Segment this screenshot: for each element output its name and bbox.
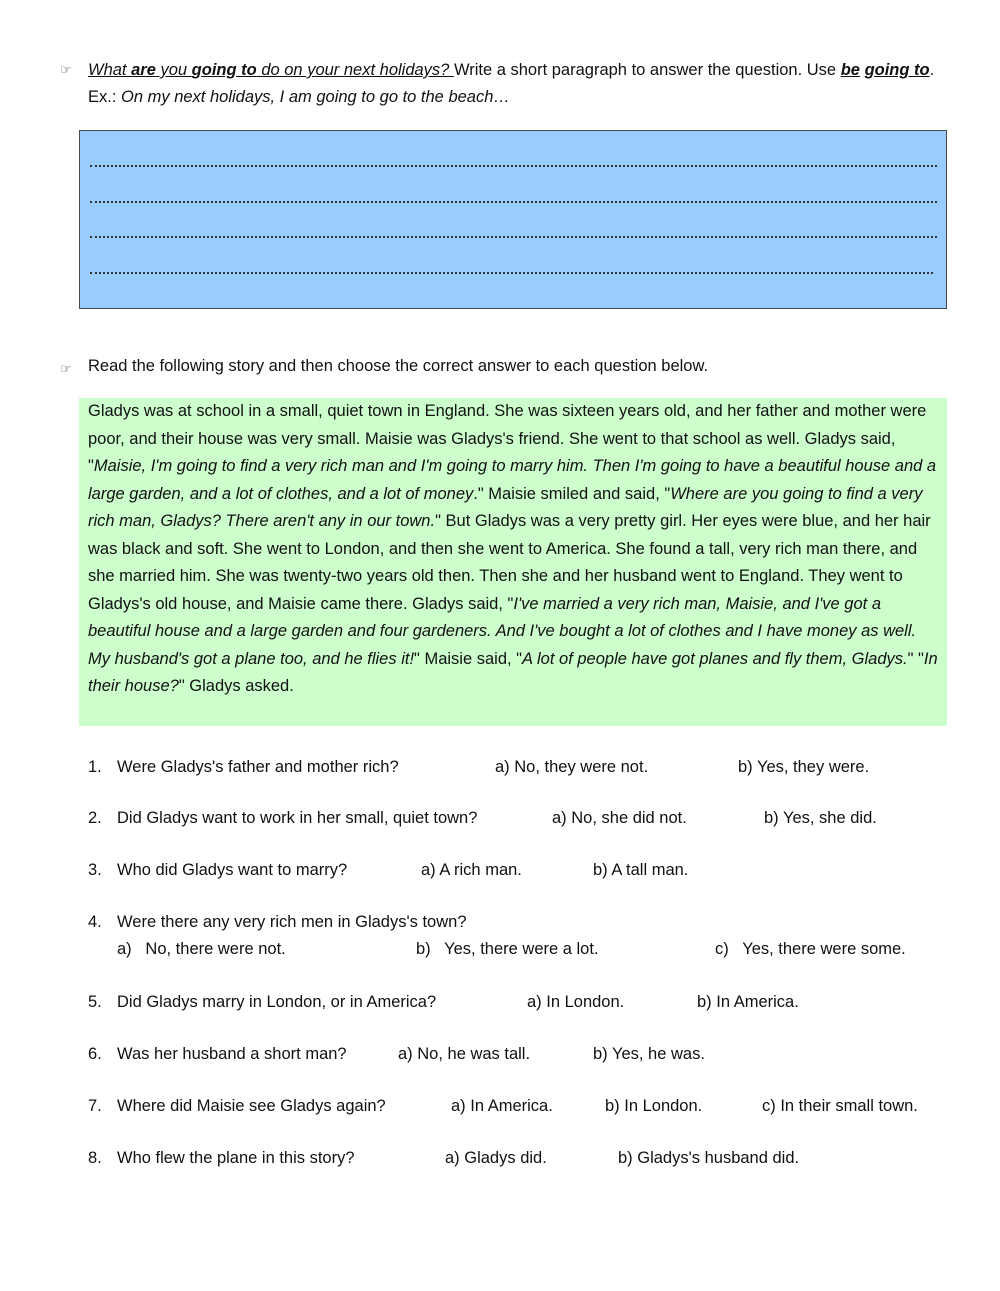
answer-option-b[interactable]: b) Yes, she did. <box>764 809 877 827</box>
task1-question: What are you going to do on your next holidays? <box>88 61 454 79</box>
going-to-keyword: going to <box>864 61 930 79</box>
answer-option-a[interactable]: a) In America. <box>451 1097 553 1115</box>
answer-option-b[interactable]: b) Gladys's husband did. <box>618 1149 800 1167</box>
answer-option-a[interactable]: a) No, he was tall. <box>398 1045 531 1063</box>
question-number: 6. <box>88 1045 102 1063</box>
task1-example: On my next holidays, I am going to go to the beach… <box>121 88 510 106</box>
pointing-hand-icon: ☞ <box>60 62 72 77</box>
answer-option-c[interactable]: c) In their small town. <box>762 1097 918 1115</box>
story-text: Gladys was at school in a small, quiet town in England. She was sixteen years old, and her father and mother were poor, and their house was very small. Maisie was Gladys's friend. She went to that school as well. Gladys said, "Maisie, I'm going to find a very rich man and I'm going to marry him. Then I'm going to have a beautiful house and a large garden, and a lot of clothes, and a lot of money." Maisie smiled and said, "Where are you going to find a very rich man, Gladys? There aren't any in our town." But Gladys was a very pretty girl. Her eyes were blue, and her hair was black and soft. She went to London, and then she went to America. She found a tall, very rich man there, and she married him. She was twenty-two years old then. Then she and her husband went to England. They went to Gladys's old house, and Maisie came there. Gladys said, "I've married a very rich man, Maisie, and I've got a beautiful house and a large garden and four gardeners. And I've bought a lot of clothes and I have money as well. My husband's got a plane too, and he flies it!" Maisie said, "A lot of people have got planes and fly them, Gladys." "In their house?" Gladys asked. <box>79 398 947 726</box>
writing-line <box>90 201 937 203</box>
question-number: 3. <box>88 861 102 879</box>
be-keyword: be <box>840 61 860 79</box>
answer-option-b[interactable]: b) In America. <box>697 993 799 1011</box>
question-text: Was her husband a short man? <box>117 1045 347 1063</box>
answer-option-a[interactable]: a) A rich man. <box>421 861 522 879</box>
answer-option-b[interactable]: b) A tall man. <box>593 861 689 879</box>
answer-writing-box[interactable] <box>79 130 947 309</box>
question-number: 8. <box>88 1149 102 1167</box>
writing-line <box>90 272 933 274</box>
question-number: 1. <box>88 758 102 776</box>
task2-instruction: Read the following story and then choose the correct answer to each question below. <box>88 357 709 375</box>
question-text: Did Gladys want to work in her small, quiet town? <box>117 809 478 827</box>
question-text: Were there any very rich men in Gladys's town? <box>117 913 467 931</box>
question-text: Were Gladys's father and mother rich? <box>117 758 399 776</box>
task1-instruction: What are you going to do on your next holidays? Write a short paragraph to answer the question. Use be going to. Ex.: On my next holidays, I am going to go to the beach… <box>88 61 935 106</box>
question-text: Who flew the plane in this story? <box>117 1149 355 1167</box>
answer-option-a[interactable]: a) No, they were not. <box>495 758 649 776</box>
question-number: 7. <box>88 1097 102 1115</box>
question-text: Who did Gladys want to marry? <box>117 861 348 879</box>
question-number: 4. <box>88 913 102 931</box>
question-text: Where did Maisie see Gladys again? <box>117 1097 386 1115</box>
question-text: Did Gladys marry in London, or in America? <box>117 993 437 1011</box>
answer-option-a[interactable]: a) In London. <box>527 993 625 1011</box>
answer-option-b[interactable]: b) In London. <box>605 1097 703 1115</box>
writing-line <box>90 165 937 167</box>
writing-line <box>90 236 937 238</box>
answer-option-b[interactable]: b) Yes, there were a lot. <box>416 940 599 958</box>
answer-option-a[interactable]: a) No, she did not. <box>552 809 687 827</box>
answer-option-b[interactable]: b) Yes, he was. <box>593 1045 705 1063</box>
question-number: 5. <box>88 993 102 1011</box>
answer-option-b[interactable]: b) Yes, they were. <box>738 758 870 776</box>
answer-option-c[interactable]: c) Yes, there were some. <box>715 940 906 958</box>
question-number: 2. <box>88 809 102 827</box>
pointing-hand-icon: ☞ <box>60 361 72 376</box>
answer-option-a[interactable]: a) No, there were not. <box>117 940 286 958</box>
answer-option-a[interactable]: a) Gladys did. <box>445 1149 547 1167</box>
